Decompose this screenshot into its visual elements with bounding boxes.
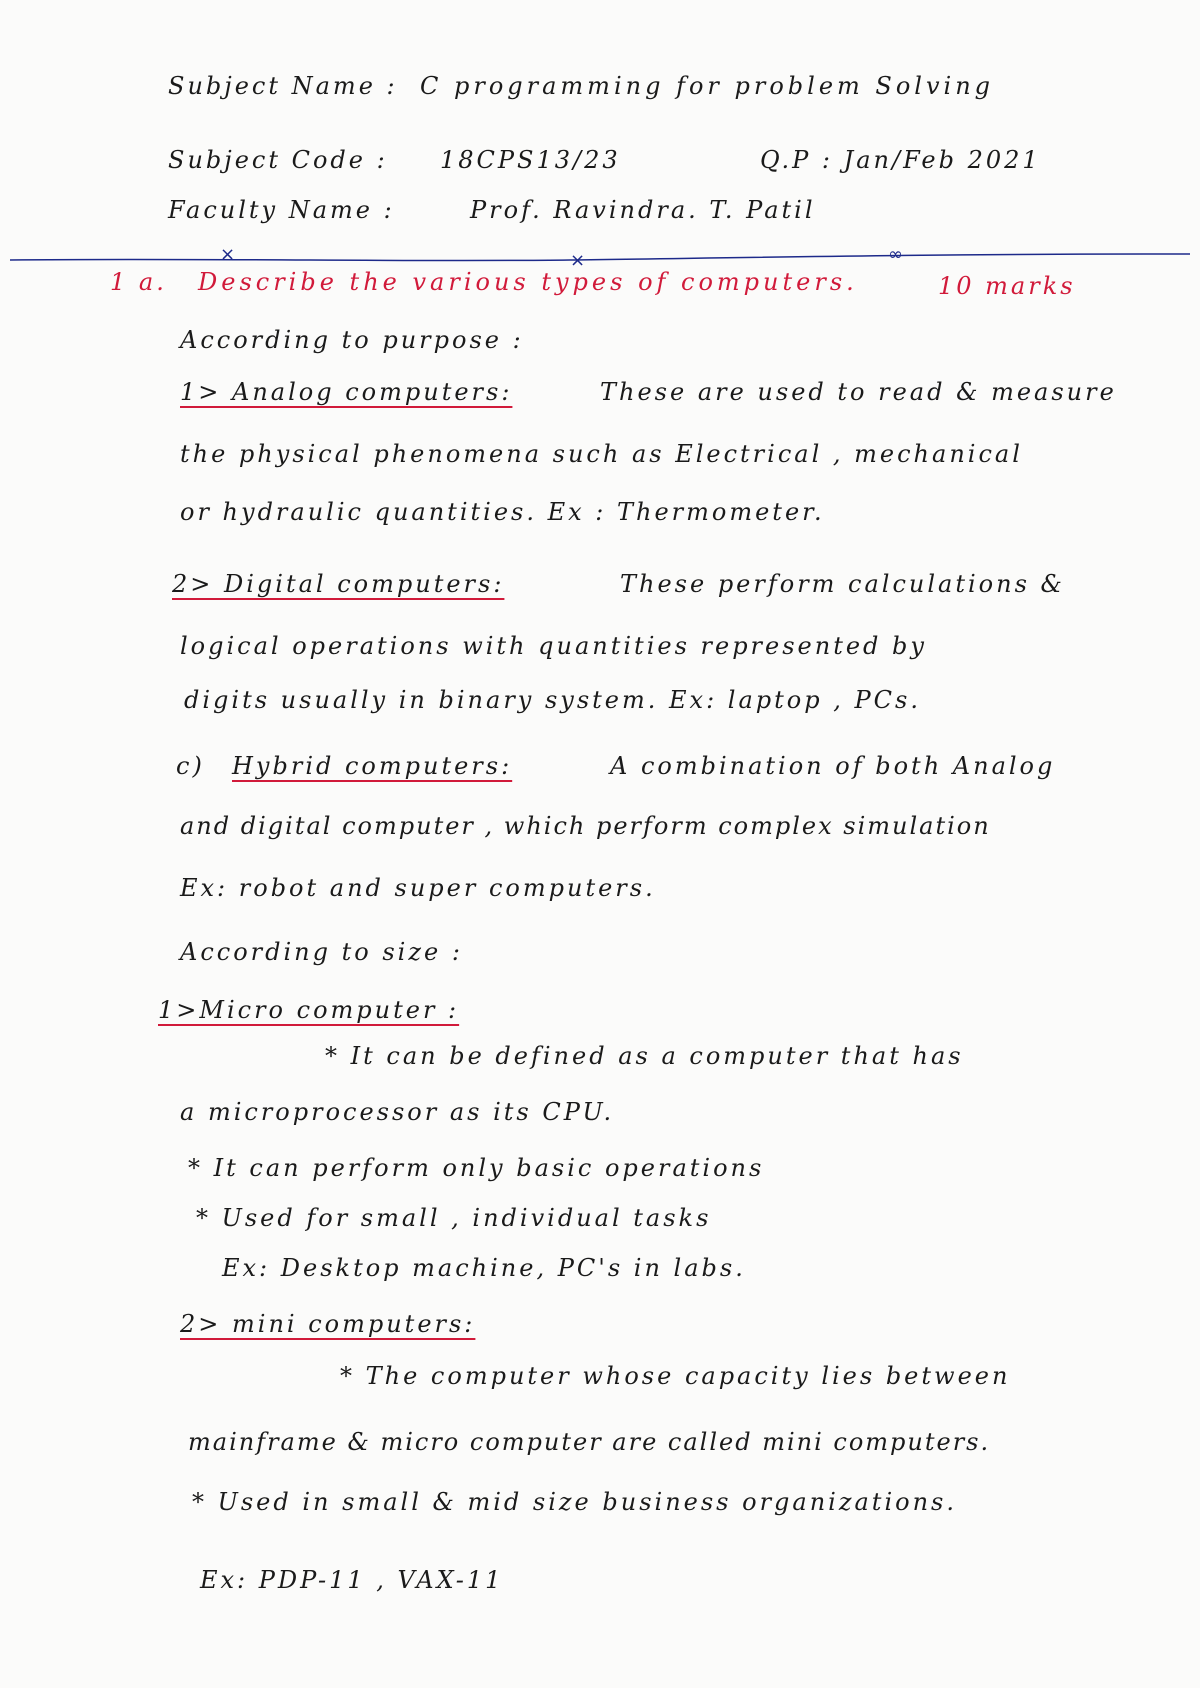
subject-code-value: 18CPS13/23: [440, 146, 621, 174]
mini-line-2: mainframe & micro computer are called mini computers.: [188, 1428, 991, 1456]
subject-name-label: Subject Name :: [168, 72, 398, 100]
micro-line-4: * Used for small , individual tasks: [196, 1204, 712, 1232]
hybrid-line-2: and digital computer , which perform complex simulation: [180, 812, 991, 840]
analog-title: 1> Analog computers:: [180, 378, 513, 406]
purpose-heading: According to purpose :: [180, 326, 524, 354]
svg-text:×: ×: [570, 250, 586, 268]
micro-line-1: * It can be defined as a computer that has: [325, 1042, 964, 1070]
question-marks: 10 marks: [938, 272, 1076, 300]
analog-line-1: These are used to read & measure: [600, 378, 1117, 406]
faculty-name-value: Prof. Ravindra. T. Patil: [470, 196, 816, 224]
digital-line-2: logical operations with quantities represented by: [180, 632, 927, 660]
micro-title: 1>Micro computer :: [158, 996, 460, 1024]
digital-title: 2> Digital computers:: [172, 570, 505, 598]
subject-code-label: Subject Code :: [168, 146, 388, 174]
analog-line-3: or hydraulic quantities. Ex : Thermometer.: [180, 498, 825, 526]
faculty-name-label: Faculty Name :: [168, 196, 395, 224]
hybrid-prefix: c): [176, 752, 205, 780]
svg-text:×: ×: [220, 248, 236, 265]
digital-line-1: These perform calculations &: [620, 570, 1065, 598]
mini-title: 2> mini computers:: [180, 1310, 476, 1338]
mini-line-4: Ex: PDP-11 , VAX-11: [200, 1566, 504, 1594]
digital-line-3: digits usually in binary system. Ex: laptop , PCs.: [184, 686, 921, 714]
qp-date: Q.P : Jan/Feb 2021: [760, 146, 1041, 174]
analog-line-2: the physical phenomena such as Electrical , mechanical: [180, 440, 1023, 468]
hybrid-title: Hybrid computers:: [232, 752, 513, 780]
svg-text:∞: ∞: [888, 248, 903, 265]
size-heading: According to size :: [180, 938, 463, 966]
hybrid-line-3: Ex: robot and super computers.: [180, 874, 656, 902]
divider-line: [10, 248, 1190, 268]
question-number: 1 a.: [110, 268, 167, 296]
micro-line-5: Ex: Desktop machine, PC's in labs.: [222, 1254, 746, 1282]
micro-line-3: * It can perform only basic operations: [188, 1154, 765, 1182]
mini-line-3: * Used in small & mid size business organizations.: [192, 1488, 957, 1516]
subject-name-value: C programming for problem Solving: [420, 72, 995, 100]
micro-line-2: a microprocessor as its CPU.: [180, 1098, 615, 1126]
question-text: Describe the various types of computers.: [198, 268, 858, 296]
hybrid-line-1: A combination of both Analog: [610, 752, 1056, 780]
mini-line-1: * The computer whose capacity lies between: [340, 1362, 1011, 1390]
